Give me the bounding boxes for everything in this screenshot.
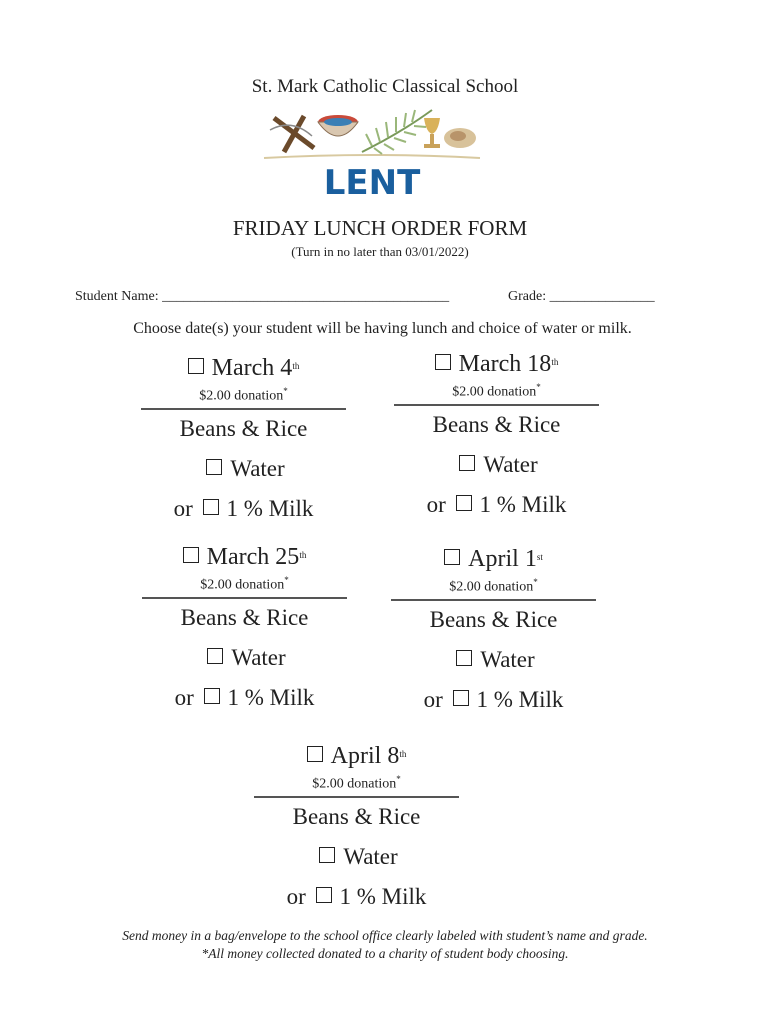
chalice-icon bbox=[424, 118, 440, 148]
checkbox[interactable] bbox=[183, 547, 199, 563]
donation-label: $2.00 donation* bbox=[312, 774, 401, 792]
divider bbox=[141, 408, 346, 410]
cross-icon bbox=[270, 116, 314, 152]
milk-label: 1 % Milk bbox=[226, 495, 314, 521]
date-label: April 1 bbox=[468, 546, 537, 572]
date-suffix: th bbox=[551, 357, 559, 367]
divider bbox=[254, 796, 459, 798]
or-label: or bbox=[423, 686, 443, 712]
divider bbox=[142, 597, 347, 599]
checkbox[interactable] bbox=[206, 459, 222, 475]
donation-label: $2.00 donation* bbox=[452, 382, 541, 400]
student-name-blank[interactable]: _________________________________________ bbox=[162, 289, 450, 304]
grade-blank[interactable]: _______________ bbox=[549, 289, 655, 304]
meal-label: Beans & Rice bbox=[432, 411, 561, 437]
lent-logo bbox=[262, 108, 482, 200]
date-suffix: th bbox=[292, 361, 300, 371]
lunch-option-march-25 bbox=[142, 543, 347, 713]
water-option[interactable] bbox=[142, 643, 347, 673]
instructions: Choose date(s) your student will be having lunch and choice of water or milk. bbox=[133, 320, 632, 337]
date-label: April 8 bbox=[330, 743, 400, 769]
milk-option[interactable] bbox=[142, 683, 347, 713]
or-label: or bbox=[174, 684, 194, 710]
date-suffix: st bbox=[536, 552, 543, 562]
donation-label: $2.00 donation* bbox=[199, 386, 288, 404]
date-checkbox-row[interactable] bbox=[254, 742, 459, 770]
bread-icon bbox=[444, 128, 476, 148]
form-title: FRIDAY LUNCH ORDER FORM bbox=[232, 216, 528, 240]
meal-label: Beans & Rice bbox=[292, 803, 421, 829]
date-label: March 18 bbox=[458, 351, 552, 377]
checkbox[interactable] bbox=[453, 690, 469, 706]
water-label: Water bbox=[483, 451, 538, 477]
or-label: or bbox=[426, 491, 446, 517]
date-checkbox-row[interactable] bbox=[141, 354, 346, 382]
date-suffix: th bbox=[399, 749, 407, 759]
checkbox[interactable] bbox=[188, 358, 204, 374]
donation-label: $2.00 donation* bbox=[200, 575, 289, 593]
lunch-option-april-8 bbox=[254, 742, 459, 912]
milk-label: 1 % Milk bbox=[339, 883, 427, 909]
meal-label: Beans & Rice bbox=[180, 604, 309, 630]
checkbox[interactable] bbox=[307, 746, 323, 762]
checkbox[interactable] bbox=[203, 499, 219, 515]
lunch-option-april-1 bbox=[391, 545, 596, 715]
water-label: Water bbox=[343, 843, 398, 869]
palm-icon bbox=[362, 110, 432, 154]
checkbox[interactable] bbox=[456, 495, 472, 511]
meal-label: Beans & Rice bbox=[429, 606, 558, 632]
milk-label: 1 % Milk bbox=[476, 686, 564, 712]
milk-label: 1 % Milk bbox=[227, 684, 315, 710]
grade-field[interactable] bbox=[508, 289, 655, 305]
water-label: Water bbox=[230, 455, 285, 481]
checkbox[interactable] bbox=[319, 847, 335, 863]
water-option[interactable] bbox=[141, 454, 346, 484]
milk-option[interactable] bbox=[391, 685, 596, 715]
checkbox[interactable] bbox=[207, 648, 223, 664]
checkbox[interactable] bbox=[435, 354, 451, 370]
checkbox[interactable] bbox=[459, 455, 475, 471]
water-label: Water bbox=[480, 646, 535, 672]
checkbox[interactable] bbox=[456, 650, 472, 666]
or-label: or bbox=[173, 495, 193, 521]
school-name: St. Mark Catholic Classical School bbox=[251, 76, 519, 97]
donation-label: $2.00 donation* bbox=[449, 577, 538, 595]
milk-option[interactable] bbox=[254, 882, 459, 912]
water-option[interactable] bbox=[391, 645, 596, 675]
water-label: Water bbox=[231, 644, 286, 670]
divider bbox=[391, 599, 596, 601]
checkbox[interactable] bbox=[444, 549, 460, 565]
date-label: March 25 bbox=[206, 544, 300, 570]
date-label: March 4 bbox=[211, 355, 293, 381]
checkbox[interactable] bbox=[316, 887, 332, 903]
water-option[interactable] bbox=[254, 842, 459, 872]
student-name-field[interactable] bbox=[75, 289, 449, 305]
date-checkbox-row[interactable] bbox=[391, 545, 596, 573]
grade-label: Grade: bbox=[508, 289, 547, 304]
lent-logo-text: LENT bbox=[323, 163, 421, 200]
student-name-label: Student Name: bbox=[75, 289, 159, 304]
checkbox[interactable] bbox=[204, 688, 220, 704]
milk-option[interactable] bbox=[394, 490, 599, 520]
footer-instructions: Send money in a bag/envelope to the school office clearly labeled with student’s name and grade. bbox=[122, 928, 648, 943]
divider bbox=[394, 404, 599, 406]
bowl-icon bbox=[318, 115, 358, 136]
or-label: or bbox=[286, 883, 306, 909]
date-checkbox-row[interactable] bbox=[394, 350, 599, 378]
footer-donation-note: *All money collected donated to a charity of student body choosing. bbox=[201, 946, 569, 961]
milk-label: 1 % Milk bbox=[479, 491, 567, 517]
date-checkbox-row[interactable] bbox=[142, 543, 347, 571]
lunch-option-march-18 bbox=[394, 350, 599, 520]
deadline-note: (Turn in no later than 03/01/2022) bbox=[291, 244, 469, 259]
milk-option[interactable] bbox=[141, 494, 346, 524]
water-option[interactable] bbox=[394, 450, 599, 480]
lunch-option-march-4 bbox=[141, 354, 346, 524]
date-suffix: th bbox=[299, 550, 307, 560]
meal-label: Beans & Rice bbox=[179, 415, 308, 441]
